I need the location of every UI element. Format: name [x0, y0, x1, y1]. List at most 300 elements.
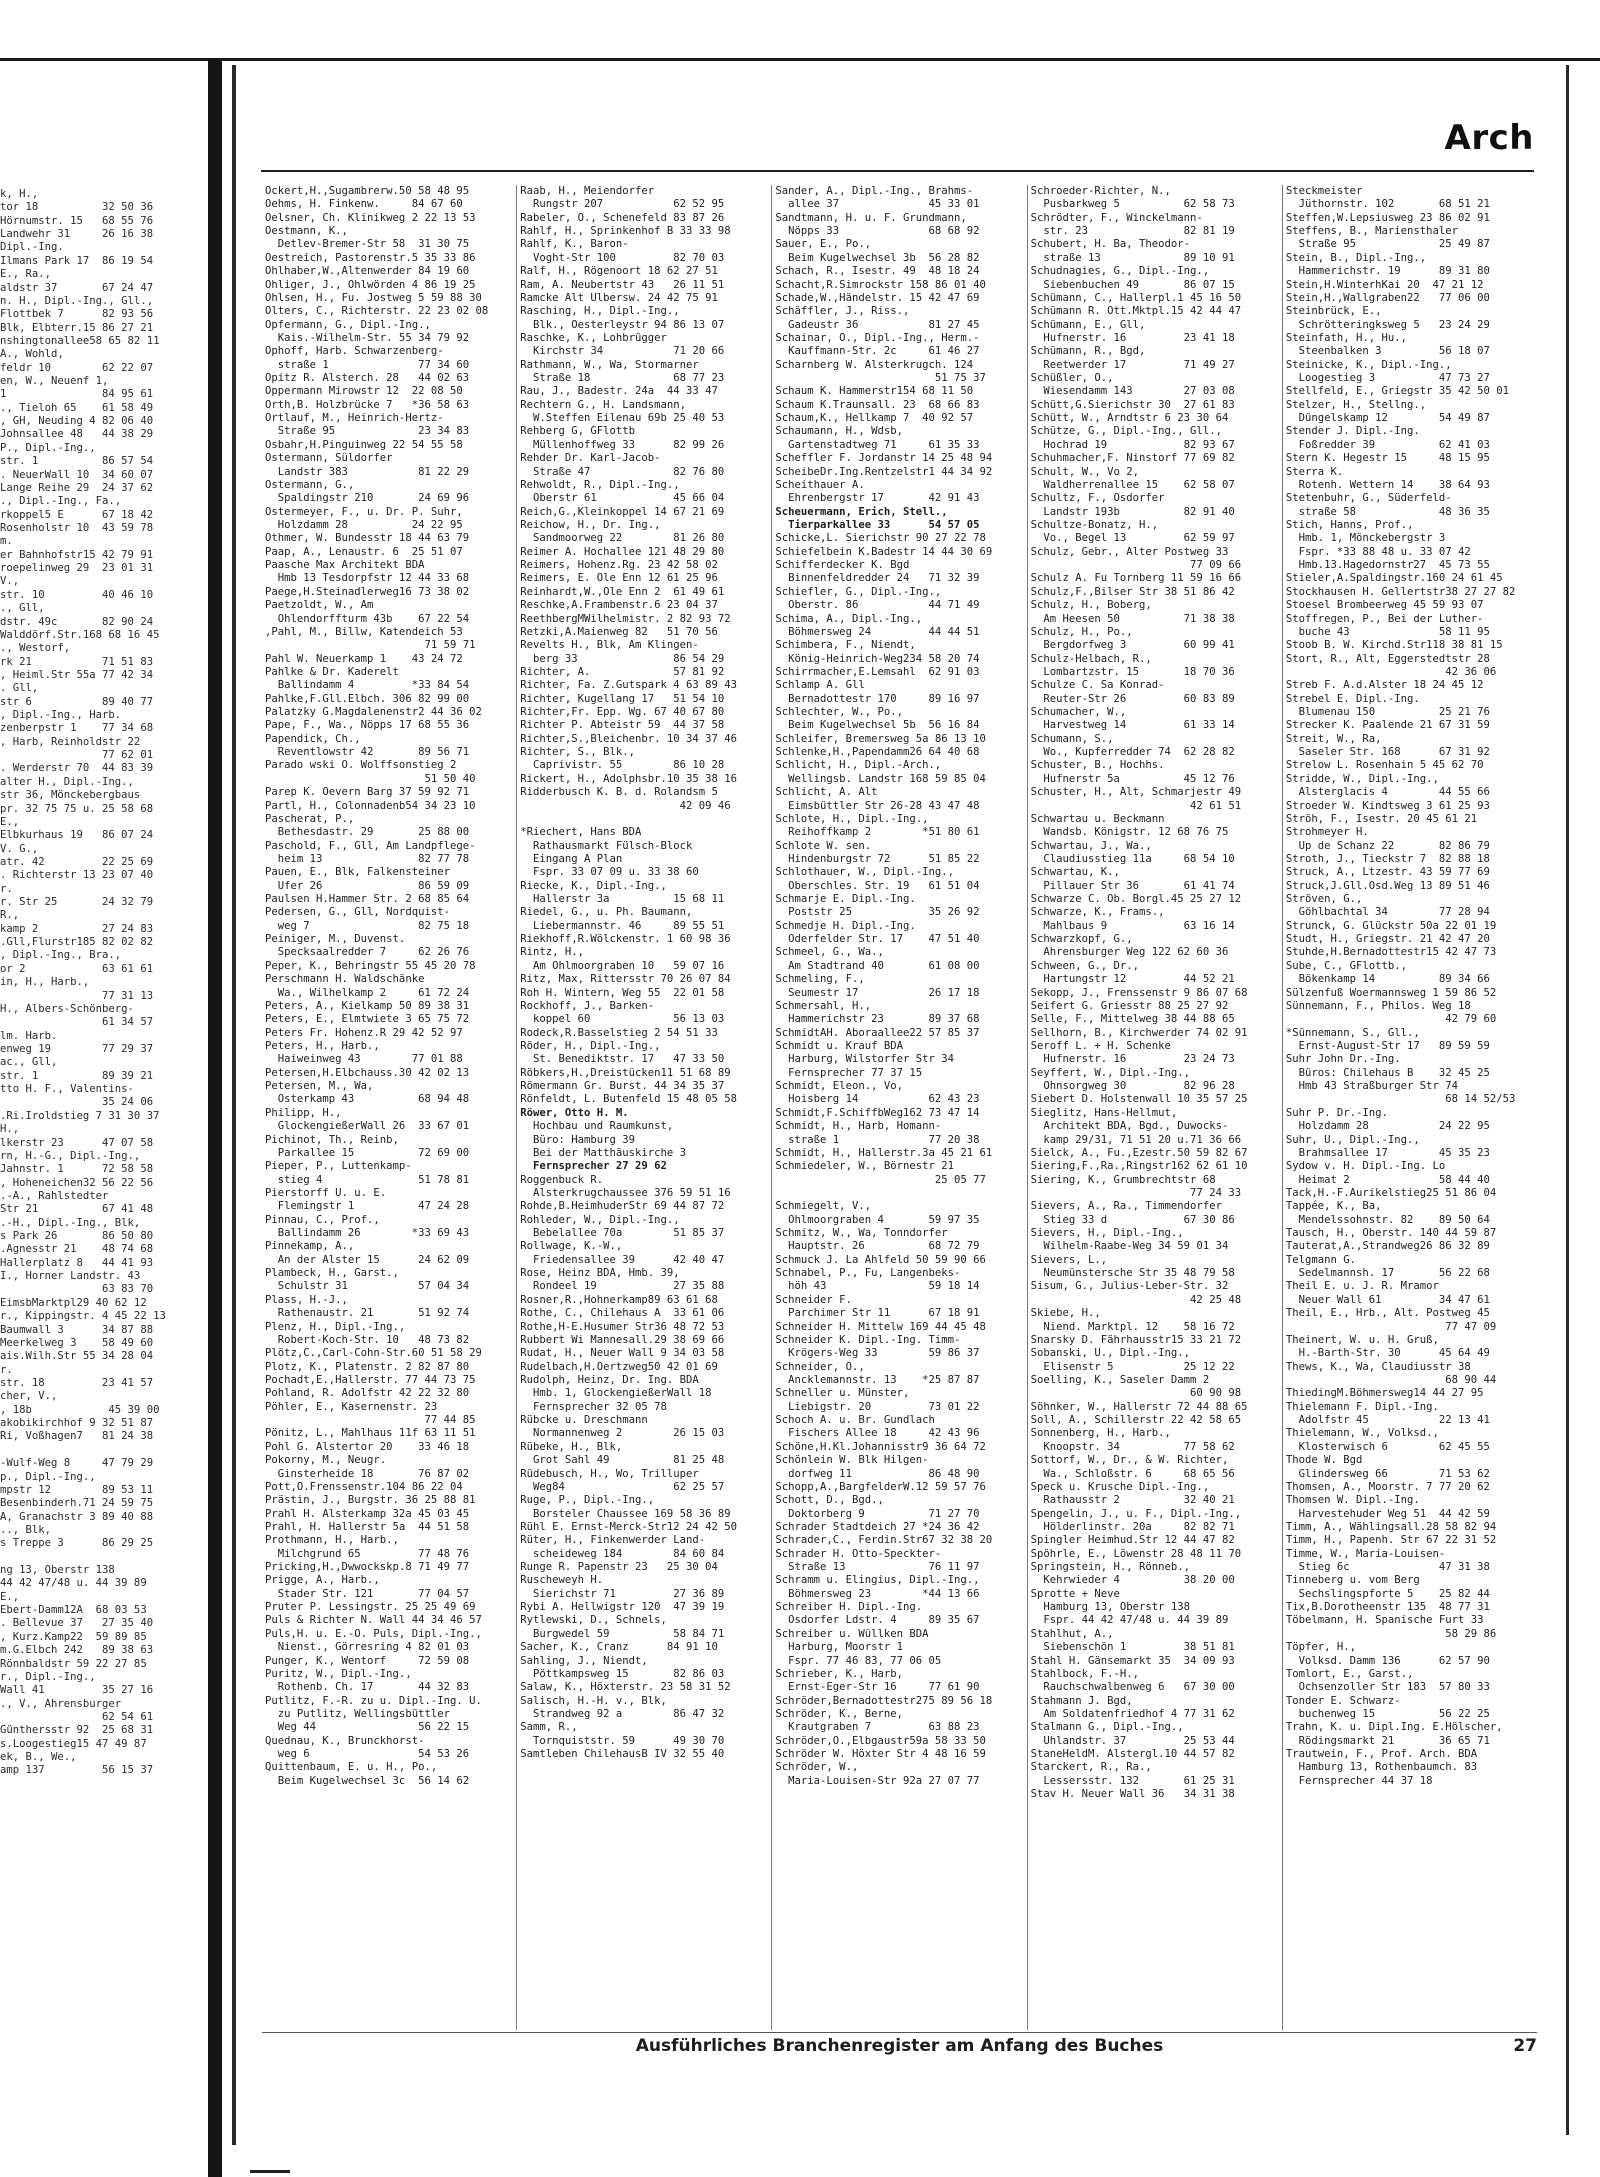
fragment-line: , GH, Neuding 4 82 06 40 [0, 415, 154, 428]
fragment-line: 63 83 70 [0, 1283, 154, 1296]
fragment-line: roepelinweg 29 23 01 31 [0, 562, 154, 575]
directory-entry: 42 25 48 [1030, 1293, 1242, 1306]
directory-entry: An der Alster 15 24 62 09 [265, 1253, 470, 1266]
directory-entry: Büro: Hamburg 39 [520, 1133, 636, 1146]
directory-entry: Plotz, K., Platenstr. 2 82 87 80 [265, 1360, 470, 1373]
directory-entry: Ehrenbergstr 17 42 91 43 [775, 492, 980, 505]
directory-entry: Ostermeyer, F., u. Dr. P. Suhr, [265, 505, 463, 518]
directory-entry: Schiefelbein K.Badestr 14 44 30 69 [775, 545, 993, 558]
directory-entry: Schuhmacher,F. Ninstorf 77 69 82 [1030, 452, 1235, 465]
directory-entry: Pillauer Str 36 61 41 74 [1030, 879, 1235, 892]
directory-entry: Lessersstr. 132 61 25 31 [1030, 1774, 1235, 1787]
fragment-line: E., [0, 1590, 20, 1603]
directory-entry: Paetzoldt, W., Am [265, 599, 374, 612]
directory-entry: Ortlauf, M., Heinrich-Hertz- [265, 412, 444, 425]
directory-entry: Beim Kugelwechsel 3b 56 28 82 [775, 251, 980, 264]
directory-entry: Schach, R., Isestr. 49 48 18 24 [775, 265, 980, 278]
directory-entry: Siebert D. Holstenwall 10 35 57 25 [1030, 1093, 1248, 1106]
directory-entry: Schmuck J. La Ahlfeld 50 59 90 66 [775, 1253, 986, 1266]
directory-entry: Runge R. Papenstr 23 25 30 04 [520, 1561, 718, 1574]
fragment-line: ., Tieloh 65 61 58 49 [0, 401, 154, 414]
directory-entry: Rödingsmarkt 21 36 65 71 [1285, 1734, 1490, 1747]
directory-entry: Petersen,H.Elbchauss.30 42 02 13 [265, 1066, 470, 1079]
directory-entry: Ballindamm 4 *33 84 54 [265, 679, 470, 692]
directory-entry: Rauchschwalbenweg 6 67 30 00 [1030, 1681, 1235, 1694]
directory-entry: Ritz, Max, Rittersstr 70 26 07 84 [520, 973, 731, 986]
directory-entry: Hoisberg 14 62 43 23 [775, 1093, 980, 1106]
directory-entry: Bethesdastr. 29 25 88 00 [265, 826, 470, 839]
directory-entry: Sellhorn, B., Kirchwerder 74 02 91 [1030, 1026, 1248, 1039]
directory-entry: Pierstorff U. u. E. [265, 1186, 387, 1199]
directory-entry: Paege,H.Steinadlerweg16 73 38 02 [265, 585, 470, 598]
fragment-line: Rosenholstr 10 43 59 78 [0, 521, 154, 534]
directory-entry: Schulze C. Sa Konrad- [1030, 679, 1165, 692]
directory-entry: Schrötteringksweg 5 23 24 29 [1285, 318, 1490, 331]
directory-entry: Rahlf, H., Sprinkenhof B 33 33 98 [520, 225, 731, 238]
directory-entry: Schroeder-Richter, N., [1030, 185, 1171, 197]
directory-entry: Stein,H.WinterhKai 20 47 21 12 [1285, 278, 1484, 291]
directory-entry: Haiweinweg 43 77 01 88 [265, 1053, 463, 1066]
directory-entry: Hamburg 13, Rothenbaumch. 83 [1285, 1761, 1478, 1774]
directory-entry: Pochadt,E.,Hallerstr. 77 44 73 75 [265, 1373, 476, 1386]
directory-entry: Hamburg 13, Oberstr 138 [1030, 1601, 1191, 1614]
directory-entry: Stellfeld, E., Griegstr 35 42 50 01 [1285, 385, 1510, 398]
directory-entry: Reuter-Str 26 60 83 89 [1030, 692, 1235, 705]
directory-entry: Sahling, J., Niendt, [520, 1654, 648, 1667]
directory-entry: Starckert, R., Ra., [1030, 1761, 1152, 1774]
fragment-line [0, 1444, 200, 1457]
directory-entry: Paulsen H.Hammer Str. 2 68 85 64 [265, 893, 470, 906]
directory-entry: Scheithauer A. [775, 478, 865, 491]
directory-entry: 42 61 51 [1030, 799, 1242, 812]
directory-entry: Schulz, H., Po., [1030, 625, 1133, 638]
directory-entry: Tierparkallee 33 54 57 05 [775, 518, 980, 531]
directory-entry: Gartenstadtweg 71 61 35 33 [775, 438, 980, 451]
directory-entry: Sierichstr 71 27 36 89 [520, 1587, 725, 1600]
directory-entry: Orth,B. Holzbrücke 7 *36 58 63 [265, 398, 470, 411]
directory-entry: Richter P. Abteistr 59 44 37 58 [520, 719, 725, 732]
directory-entry: Schlote, H., Dipl.-Ing., [775, 812, 929, 825]
directory-entry: Seroff L. + H. Schenke [1030, 1040, 1171, 1052]
directory-entry: Osbahr,H.Pinguinweg 22 54 55 58 [265, 438, 463, 451]
directory-entry: Sydow v. H. Dipl.-Ing. Lo [1285, 1160, 1446, 1173]
fragment-line: p., Dipl.-Ing., [0, 1470, 96, 1483]
directory-entry: Thomsen, A., Moorstr. 7 77 20 62 [1285, 1480, 1490, 1493]
fragment-line: E., Ra., [0, 268, 52, 281]
directory-entry: Ramcke Alt Ulbersw. 24 42 75 91 [520, 291, 718, 304]
directory-entry: Strebel E. Dipl.-Ing. [1285, 692, 1420, 705]
directory-entry: Wilhelm-Raabe-Weg 34 59 01 34 [1030, 1240, 1229, 1253]
fragment-line: s Treppe 3 86 29 25 [0, 1537, 154, 1550]
directory-entry: Rahlf, K., Baron- [520, 238, 629, 251]
directory-column-3 [771, 185, 1026, 2030]
directory-entry: Siebenbuchen 49 86 07 15 [1030, 278, 1235, 291]
directory-entry: Hauptstr. 26 68 72 79 [775, 1240, 980, 1253]
directory-entry: Siering, K., Grumbrechtstr 68 [1030, 1173, 1216, 1186]
directory-entry: Scharnberg W. Alsterkrugch. 124 [775, 358, 974, 371]
directory-entry: straße 1 77 20 38 [775, 1133, 980, 1146]
fragment-line: s Park 26 86 50 80 [0, 1230, 154, 1243]
directory-entry: Schwarze C. Ob. Borgl.45 25 27 12 [1030, 893, 1242, 906]
directory-entry: Rübcke u. Dreschmann [520, 1414, 648, 1427]
directory-entry: Mendelssohnstr. 82 89 50 64 [1285, 1213, 1490, 1226]
directory-entry: Hochbau und Raumkunst, [520, 1120, 674, 1133]
fragment-line: .Ri.Iroldstieg 7 31 30 37 [0, 1109, 160, 1122]
directory-entry: Quittenbaum, E. u. H., Po., [265, 1761, 438, 1774]
directory-entry: Thomsen W. Dipl.-Ing. [1285, 1494, 1420, 1507]
directory-entry: Raab, H., Meiendorfer [520, 185, 655, 197]
directory-entry: Schirrmacher,E.Lemsahl 62 91 03 [775, 665, 980, 678]
directory-entry: Harvestehuder Weg 51 44 42 59 [1285, 1507, 1490, 1520]
fragment-line: k, H., [0, 188, 39, 200]
directory-entry: Röder, H., Dipl.-Ing., [520, 1040, 661, 1052]
directory-entry: Göhlbachtal 34 77 28 94 [1285, 906, 1490, 919]
directory-entry: Rechtern G., H. Landsmann, [520, 398, 687, 411]
directory-entry: Schwarze, K., Frams., [1030, 906, 1165, 919]
directory-entry: Schümann R. Ott.Mktpl.15 42 44 47 [1030, 305, 1242, 318]
directory-entry: Fernsprecher 27 29 62 [520, 1160, 667, 1173]
directory-entry: Landstr 383 81 22 29 [265, 465, 470, 478]
directory-entry: Bei der Matthäuskirche 3 [520, 1146, 687, 1159]
directory-entry: Eimsbüttler Str 26-28 43 47 48 [775, 799, 980, 812]
directory-entry: Holzdamm 28 24 22 95 [265, 518, 463, 531]
directory-entry: Rathausmarkt Fülsch-Block [520, 839, 693, 852]
fragment-line [0, 1551, 200, 1564]
directory-entry: Richter,S.,Bleichenbr. 10 34 37 46 [520, 732, 738, 745]
directory-entry: Schleifer, Bremersweg 5a 86 13 10 [775, 732, 986, 745]
directory-entry: Ernst-August-Str 17 89 59 59 [1285, 1040, 1490, 1052]
directory-entry: Timme, W., Maria-Louisen- [1285, 1547, 1446, 1560]
directory-entry: Parkallee 15 72 69 00 [265, 1146, 470, 1159]
directory-entry: Sielck, A., Fu.,Ezestr.50 59 82 67 [1030, 1146, 1248, 1159]
directory-entry: Strohmeyer H. [1285, 826, 1369, 839]
directory-entry: str. 23 82 81 19 [1030, 225, 1235, 238]
fragment-line: Jahnstr. 1 72 58 58 [0, 1163, 154, 1176]
directory-entry: Oestreich, Pastorenstr.5 35 33 86 [265, 251, 476, 264]
page-footer [262, 2032, 1537, 2062]
directory-entry: Seyffert, W., Dipl.-Ing., [1030, 1066, 1191, 1079]
fragment-line: .Gll,Flurstr185 82 02 82 [0, 936, 154, 949]
directory-entry: Punger, K., Wentorf 72 59 08 [265, 1654, 470, 1667]
directory-entry: weg 6 54 53 26 [265, 1748, 470, 1761]
directory-entry: Schopp,A.,BargfelderW.12 59 57 76 [775, 1480, 986, 1493]
directory-entry: Stoesel Brombeerweg 45 59 93 07 [1285, 599, 1484, 612]
directory-entry: Schröder, W., [775, 1761, 859, 1774]
directory-entry: Struck, A., Ltzestr. 43 59 77 69 [1285, 866, 1490, 879]
directory-entry: Stieler,A.Spaldingstr.160 24 61 45 [1285, 572, 1503, 585]
fragment-line: ng 13, Oberstr 138 [0, 1564, 115, 1577]
directory-entry: koppel 60 56 13 03 [520, 1013, 725, 1026]
directory-entry: Schudnagies, G., Dipl.-Ing., [1030, 265, 1210, 278]
directory-entry: 77 47 09 [1285, 1320, 1497, 1333]
directory-entry: Schlicht, H., Dipl.-Arch., [775, 759, 942, 772]
fragment-line: Dipl.-Ing. [0, 241, 64, 254]
directory-entry: Rungstr 207 62 52 95 [520, 198, 725, 211]
directory-entry: 42 09 46 [520, 799, 731, 812]
directory-entry: Reetwerder 17 71 49 27 [1030, 358, 1235, 371]
directory-entry: straße 58 48 36 35 [1285, 505, 1490, 518]
fragment-line: rkoppel5 E 67 18 42 [0, 508, 154, 521]
directory-entry: berg 33 86 54 29 [520, 652, 725, 665]
directory-entry: Rudat, H., Neuer Wall 9 34 03 58 [520, 1347, 725, 1360]
directory-entry: Nienst., Görresring 4 82 01 03 [265, 1641, 470, 1654]
directory-entry: kamp 29/31, 71 51 20 u.71 36 66 [1030, 1133, 1242, 1146]
directory-entry: Prahl H. Alsterkamp 32a 45 03 45 [265, 1507, 470, 1520]
directory-entry: Vo., Begel 13 62 59 97 [1030, 532, 1235, 545]
directory-entry: Paschold, F., Gll, Am Landpflege- [265, 839, 476, 852]
directory-entry: Rothenb. Ch. 17 44 32 83 [265, 1681, 470, 1694]
directory-entry: Am Stadtrand 40 61 08 00 [775, 959, 980, 972]
fragment-line: R., [0, 909, 20, 922]
directory-entry: Rosner,R.,Hohnerkamp89 63 61 68 [520, 1293, 718, 1306]
fragment-line: E., [0, 815, 20, 828]
directory-entry: Spaldingstr 210 24 69 96 [265, 492, 470, 505]
directory-entry: Schulstr 31 57 04 34 [265, 1280, 470, 1293]
directory-entry: dorfweg 11 86 48 90 [775, 1467, 980, 1480]
directory-entry: Peters, E., Elmtwiete 3 65 75 72 [265, 1013, 470, 1026]
directory-entry: Schumacher, W., [1030, 706, 1127, 719]
directory-entry: Suhr John Dr.-Ing. [1285, 1053, 1401, 1066]
directory-entry: Fspr. 33 07 09 u. 33 38 60 [520, 866, 699, 879]
fragment-line: n. H., Dipl.-Ing., Gll., [0, 294, 154, 307]
directory-entry: Schrieber, K., Harb, [775, 1667, 903, 1680]
directory-entry: Schwartau u. Beckmann [1030, 812, 1165, 825]
directory-entry: Wiesendamm 143 27 03 08 [1030, 385, 1235, 398]
directory-entry: *Riechert, Hans BDA [520, 826, 642, 839]
directory-entry: Puls,H. u. E.-O. Puls, Dipl.-Ing., [265, 1627, 482, 1640]
directory-entry: Wandsb. Königstr. 12 68 76 75 [1030, 826, 1229, 839]
directory-entry: Sandtmann, H. u. F. Grundmann, [775, 211, 967, 224]
directory-entry: Rohleder, W., Dipl.-Ing., [520, 1213, 680, 1226]
directory-entry: Salaw, K., Höxterstr. 23 58 31 52 [520, 1681, 731, 1694]
directory-entry: Pape, F., Wa., Nöpps 17 68 55 36 [265, 719, 470, 732]
directory-entry: Ohliger, J., Ohlwörden 4 86 19 25 [265, 278, 476, 291]
directory-entry: Kauffmann-Str. 2c 61 46 27 [775, 345, 980, 358]
directory-entry: Sekopp, J., Frenssenstr 9 86 07 68 [1030, 986, 1248, 999]
directory-entry: Schönlein W. Blk Hilgen- [775, 1454, 929, 1467]
directory-entry: Schrödter, F., Winckelmann- [1030, 211, 1203, 224]
fragment-line: pr. 32 75 75 u. 25 58 68 [0, 802, 154, 815]
directory-entry: Pokorny, M., Neugr. [265, 1454, 387, 1467]
fragment-line: , 18b 45 39 00 [0, 1403, 160, 1416]
directory-entry: Thode W. Bgd [1285, 1454, 1363, 1467]
directory-entry: Trahn, K. u. Dipl.Ing. E.Hölscher, [1285, 1721, 1503, 1734]
directory-entry: Töpfer, H., [1285, 1641, 1356, 1654]
directory-entry: Schwartau, J., Wa., [1030, 839, 1152, 852]
fragment-line: atr. 42 22 25 69 [0, 855, 154, 868]
fragment-line: ek, B., We., [0, 1751, 77, 1764]
directory-entry: Straße 95 23 34 83 [265, 425, 470, 438]
directory-entry: Böhmersweg 24 44 44 51 [775, 625, 980, 638]
directory-entry: Salisch, H.-H. v., Blk, [520, 1694, 667, 1707]
directory-entry: Pohland, R. Adolfstr 42 22 32 80 [265, 1387, 470, 1400]
directory-entry: Hmb. 1, GlockengießerWall 18 [520, 1387, 712, 1400]
directory-entry: Harburg, Moorstr 1 [775, 1641, 903, 1654]
fragment-line: Elbkurhaus 19 86 07 24 [0, 829, 154, 842]
directory-entry: Reichow, H., Dr. Ing., [520, 518, 661, 531]
directory-entry: Sisum, G., Julius-Leber-Str. 32 [1030, 1280, 1229, 1293]
directory-entry: Rothe,H-E.Husumer Str36 48 72 53 [520, 1320, 725, 1333]
directory-entry: Rybi A. Hellwigstr 120 47 39 19 [520, 1601, 725, 1614]
directory-entry: scheideweg 184 84 60 84 [520, 1547, 725, 1560]
directory-entry: Stav H. Neuer Wall 36 34 31 38 [1030, 1788, 1235, 1801]
directory-entry: Pöttkampsweg 15 82 86 03 [520, 1667, 725, 1680]
directory-entry: König-Heinrich-Weg234 58 20 74 [775, 652, 980, 665]
directory-entry: Hmb.13.Hagedornstr27 45 73 55 [1285, 559, 1490, 572]
directory-entry: buche 43 58 11 95 [1285, 625, 1490, 638]
directory-entry: Ginsterheide 18 76 87 02 [265, 1467, 470, 1480]
fragment-line: Hallerplatz 8 44 41 93 [0, 1256, 154, 1269]
directory-entry: Hammerichstr. 19 89 31 80 [1285, 265, 1490, 278]
fragment-line: .., Blk, [0, 1523, 52, 1536]
fragment-line: rk 21 71 51 83 [0, 655, 154, 668]
fragment-line: m. [0, 535, 13, 548]
fragment-line: er Bahnhofstr15 42 79 91 [0, 548, 154, 561]
directory-entry: Spengelin, J., u. F., Dipl.-Ing., [1030, 1507, 1242, 1520]
directory-entry: Puritz, W., Dipl.-Ing., [265, 1667, 412, 1680]
directory-entry: Sedelmannsh. 17 56 22 68 [1285, 1267, 1490, 1280]
fragment-line: Ebert-Damm12A 68 03 53 [0, 1604, 147, 1617]
directory-entry: Schimbera, F., Niendt, [775, 639, 916, 652]
directory-entry: Beim Kugelwechsel 5b 56 16 84 [775, 719, 980, 732]
fragment-line: nshingtonallee58 65 82 11 [0, 334, 160, 347]
directory-entry: straße 13 89 10 91 [1030, 251, 1235, 264]
directory-entry: Schlothauer, W., Dipl.-Ing., [775, 866, 954, 879]
directory-entry: Schneider H. Mittelw 169 44 45 48 [775, 1320, 986, 1333]
directory-entry: Puls & Richter N. Wall 44 34 46 57 [265, 1614, 482, 1627]
fragment-line: , Hoheneichen32 56 22 56 [0, 1176, 154, 1189]
directory-entry: Schröder,O.,Elbgaustr59a 58 33 50 [775, 1734, 986, 1747]
fragment-line: . Werderstr 70 44 83 39 [0, 762, 154, 775]
directory-entry: Rüter, H., Finkenwerder Land- [520, 1534, 706, 1547]
directory-entry: Schubert, H. Ba, Theodor- [1030, 238, 1191, 251]
directory-entry: Knoopstr. 34 77 58 62 [1030, 1440, 1235, 1453]
directory-entry: Schween, G., Dr., [1030, 959, 1140, 972]
directory-entry: Schneller u. Münster, [775, 1387, 910, 1400]
directory-entry: Pöhler, E., Kasernenstr. 23 [265, 1400, 438, 1413]
directory-entry: Spingler Heimhud.Str 12 44 47 82 [1030, 1534, 1235, 1547]
fragment-line: V. G., [0, 842, 39, 855]
directory-entry: Tack,H.-F.Aurikelstieg25 51 86 04 [1285, 1186, 1497, 1199]
fragment-line: Rönnbaldstr 59 22 27 85 [0, 1657, 147, 1670]
directory-entry: 71 59 71 [265, 639, 476, 652]
directory-entry: Schütt,G.Sierichstr 30 27 61 83 [1030, 398, 1235, 411]
directory-entry: Bergdorfweg 3 60 99 41 [1030, 639, 1235, 652]
directory-entry: Schrader Stadtdeich 27 *24 36 42 [775, 1520, 980, 1533]
directory-entry: Rau, J., Badestr. 24a 44 33 47 [520, 385, 718, 398]
fragment-line: 62 54 61 [0, 1710, 154, 1723]
directory-entry: Ruge, P., Dipl.-Ing., [520, 1494, 655, 1507]
directory-entry: Weg 44 56 22 15 [265, 1721, 470, 1734]
directory-entry: Düngelskamp 12 54 49 87 [1285, 412, 1490, 425]
directory-entry: Osdorfer Ldstr. 4 89 35 67 [775, 1614, 980, 1627]
directory-entry: Riekhoff,R.Wölckenstr. 1 60 98 36 [520, 933, 731, 946]
directory-entry: Peters, H., Harb., [265, 1040, 380, 1052]
directory-entry: Perschmann H. Waldschänke [265, 973, 425, 986]
previous-page-fragment [0, 188, 200, 2068]
directory-entry: Telgmann G. [1285, 1253, 1356, 1266]
directory-entry: Stoob B. W. Kirchd.Str118 38 81 15 [1285, 639, 1503, 652]
directory-entry: Schmidt u. Krauf BDA [775, 1040, 903, 1052]
fragment-line: zenberpstr 1 77 34 68 [0, 722, 154, 735]
directory-entry: Harvestweg 14 61 33 14 [1030, 719, 1235, 732]
directory-entry: Schulz, H., Boberg, [1030, 599, 1152, 612]
directory-entry: Rollwage, K.-W., [520, 1240, 623, 1253]
directory-entry: StaneHeldM. Alstergl.10 44 57 82 [1030, 1748, 1235, 1761]
directory-entry: Schütt, W., Arndtstr 6 23 30 64 [1030, 412, 1229, 425]
directory-entry: Partl, H., Colonnadenb54 34 23 10 [265, 799, 476, 812]
directory-entry: Schoch A. u. Br. Gundlach [775, 1414, 935, 1427]
directory-entry: Samtleben ChilehausB IV 32 55 40 [520, 1748, 725, 1761]
directory-entry: Sülzenfuß Woermannsweg 1 59 86 52 [1285, 986, 1497, 999]
fragment-line: Baumwall 3 34 87 88 [0, 1323, 154, 1336]
directory-entry: Seifert G. Griesstr 88 25 27 92 [1030, 999, 1229, 1012]
directory-entry: Ockert,H.,Sugambrerw.50 58 48 95 [265, 185, 470, 197]
directory-entry: Theinert, W. u. H. Gruß, [1285, 1333, 1439, 1346]
directory-entry: Schnabel, P., Fu, Langenbeks- [775, 1267, 961, 1280]
directory-entry: Rüdebusch, H., Wo, Trilluper [520, 1467, 699, 1480]
directory-entry: Ballindamm 26 *33 69 43 [265, 1227, 470, 1240]
directory-entry: Schreiber u. Wüllken BDA [775, 1627, 929, 1640]
directory-entry: Schütze, G., Dipl.-Ing., Gll., [1030, 425, 1222, 438]
directory-entry: Oberstr. 86 44 71 49 [775, 599, 980, 612]
directory-entry: Reimers, Hohenz.Rg. 23 42 58 02 [520, 559, 718, 572]
directory-entry: ThiedingM.Böhmersweg14 44 27 95 [1285, 1387, 1484, 1400]
page-number: 27 [1513, 2036, 1537, 2056]
directory-entry: Hmb 43 Straßburger Str 74 [1285, 1080, 1459, 1093]
directory-entry: Schicke,L. Sierichstr 90 27 22 78 [775, 532, 986, 545]
directory-entry: Ufer 26 86 59 09 [265, 879, 470, 892]
directory-entry: Schulz A. Fu Tornberg 11 59 16 66 [1030, 572, 1242, 585]
directory-entry: Schmitz, W., Wa, Tonndorfer [775, 1227, 948, 1240]
fragment-line: r. Str 25 24 32 79 [0, 896, 154, 909]
fragment-line: Blk, Elbterr.15 86 27 21 [0, 321, 154, 334]
directory-entry: Oderfelder Str. 17 47 51 40 [775, 933, 980, 946]
fragment-line: .-A., Rahlstedter [0, 1189, 109, 1202]
directory-entry: Schreiber H. Dipl.-Ing. [775, 1601, 923, 1614]
directory-entry: Straße 18 68 77 23 [520, 372, 725, 385]
directory-entry: Schlote W. sen. [775, 839, 872, 852]
fragment-line: , Dipl.-Ing., Bra., [0, 949, 122, 962]
directory-entry: Maria-Louisen-Str 92a 27 07 77 [775, 1774, 980, 1787]
register-note: Ausführliches Branchenregister am Anfang des Buches [635, 2036, 1164, 2056]
directory-entry: Reimers, E. Ole Enn 12 61 25 96 [520, 572, 718, 585]
directory-entry: Rintz, H., [520, 946, 584, 959]
fragment-line: in, H., Harb., [0, 976, 90, 989]
directory-entry: Flemingstr 1 47 24 28 [265, 1200, 470, 1213]
directory-entry: Niend. Marktpl. 12 58 16 72 [1030, 1320, 1235, 1333]
directory-entry: GlockengießerWall 26 33 67 01 [265, 1120, 470, 1133]
directory-entry: Ostermann, G., [265, 478, 355, 491]
directory-entry: Bökenkamp 14 89 34 66 [1285, 973, 1490, 986]
fragment-line: str. 1 86 57 54 [0, 455, 154, 468]
directory-entry: Volksd. Damm 136 62 57 90 [1285, 1654, 1490, 1667]
fragment-line: cher, V., [0, 1390, 58, 1403]
directory-entry: Schima, A., Dipl.-Ing., [775, 612, 923, 625]
directory-entry: weg 7 82 75 18 [265, 919, 470, 932]
directory-entry: 68 90 44 [1285, 1373, 1497, 1386]
directory-entry: Richter, Kugellang 17 51 54 10 [520, 692, 725, 705]
fragment-line: , Harb, Reinholdstr 22 [0, 735, 141, 748]
directory-entry: Streit, W., Ra, [1285, 732, 1382, 745]
directory-entry: Thielemann, W., Volksd., [1285, 1427, 1439, 1440]
directory-entry: Blumenau 150 25 21 76 [1285, 706, 1490, 719]
directory-entry: ,Pahl, M., Billw, Katendeich 53 [265, 625, 463, 638]
directory-entry: Roggenbuck R. [520, 1173, 604, 1186]
directory-entry: 60 90 98 [1030, 1387, 1242, 1400]
directory-entry: Stroeder W. Kindtsweg 3 61 25 93 [1285, 799, 1490, 812]
directory-entry: Rathausstr 2 32 40 21 [1030, 1494, 1235, 1507]
